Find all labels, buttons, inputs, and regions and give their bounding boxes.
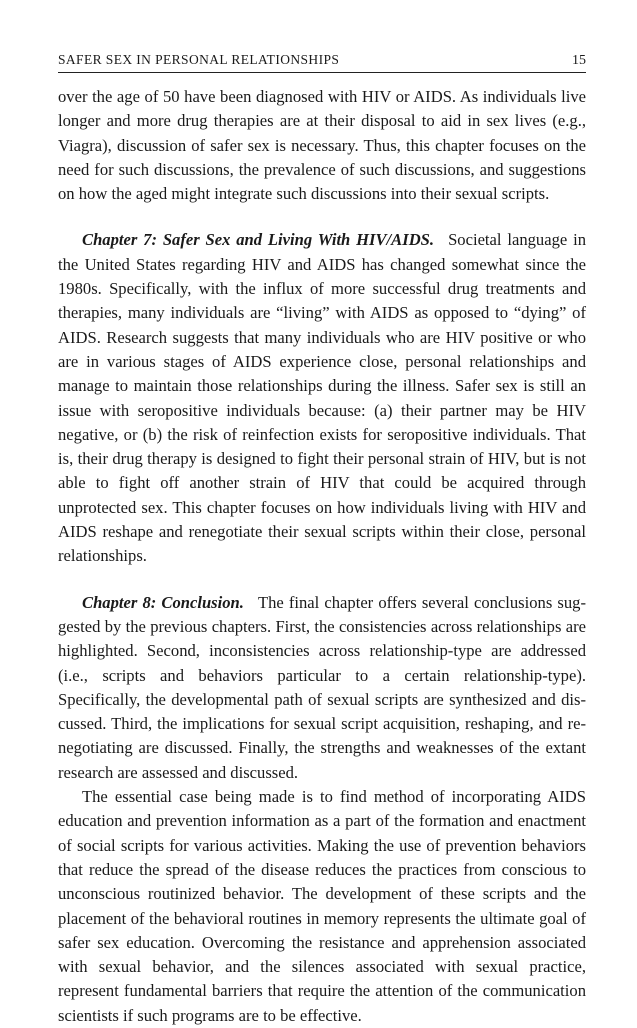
body-text	[58, 85, 586, 1028]
chapter-8-heading: Chapter 8: Conclusion.	[82, 592, 244, 612]
running-head	[58, 52, 586, 73]
running-head-title: SAFER SEX IN PERSONAL RELATIONSHIPS	[58, 52, 340, 67]
paragraph-chapter-8	[58, 591, 586, 785]
chapter-7-heading: Chapter 7: Safer Sex and Living With HIV/AIDS.	[82, 230, 435, 250]
chapter-8-text: The final chapter offers several conclusions suggested by the previous chapters. First, the consistencies across relationships are highlighted. Second, inconsistencies across relationship-type are addressed (i.e., scripts and behaviors particular to a certain relationship-type). Specifically, the developmental path of sexual scripts are synthesized and discussed. Third, the implications for sexual script acquisition, reshaping, and renegotiating are discussed. Finally, the strengths and weaknesses of the extant research are assessed and discussed.	[58, 592, 587, 782]
book-page	[58, 52, 586, 1028]
page-number: 15	[572, 53, 586, 68]
paragraph-closing: The essential case being made is to find method of incorporating AIDS education and prevention information as a part of the formation and enactment of social scripts for various activities. Making the use of prevention behaviors that reduce the spread of the disease reduces the practices from conscious to unconscious routinized behavior. The development of these scripts and the placement of the behavioral routines in memory represents the ultimate goal of safer sex education. Overcoming the resistance and apprehension associated with sexual behavior, and the silences associated with sexual practice, represent fundamental barriers that require the attention of the communication scientists if such programs are to be effective.	[58, 787, 586, 1025]
paragraph-continued: over the age of 50 have been diagnosed with HIV or AIDS. As individuals live longer and more drug therapies are at their disposal to aid in sex lives (e.g., Viagra), discussion of safer sex is necessary. Thus, this chapter focuses on the need for such discussions, the prevalence of such discussions, and suggestions on how the aged might integrate such discussions into their sexual scripts.	[58, 87, 586, 204]
paragraph-chapter-7	[58, 228, 586, 568]
chapter-7-text: Societal language in the United States regarding HIV and AIDS has changed somewhat since the 1980s. Specifically, with the influx of more successful drug treatments and therapies, many individuals are “living” with AIDS as opposed to “dying” of AIDS. Research suggests that many individuals who are HIV positive or who are in various stages of AIDS experience close, personal relationships and manage to maintain those relationships during the illness. Safer sex is still an issue with seropositive individuals because: (a) their partner may be HIV negative, or (b) the risk of reinfection exists for seropositive individuals. That is, their drug therapy is designed to fight their personal strain of HIV, but is not able to fight off another strain of HIV that could be acquired through unprotected sex. This chapter focuses on how individuals living with HIV and AIDS reshape and renegotiate their sexual scripts within their close, personal relationships.	[58, 230, 586, 566]
